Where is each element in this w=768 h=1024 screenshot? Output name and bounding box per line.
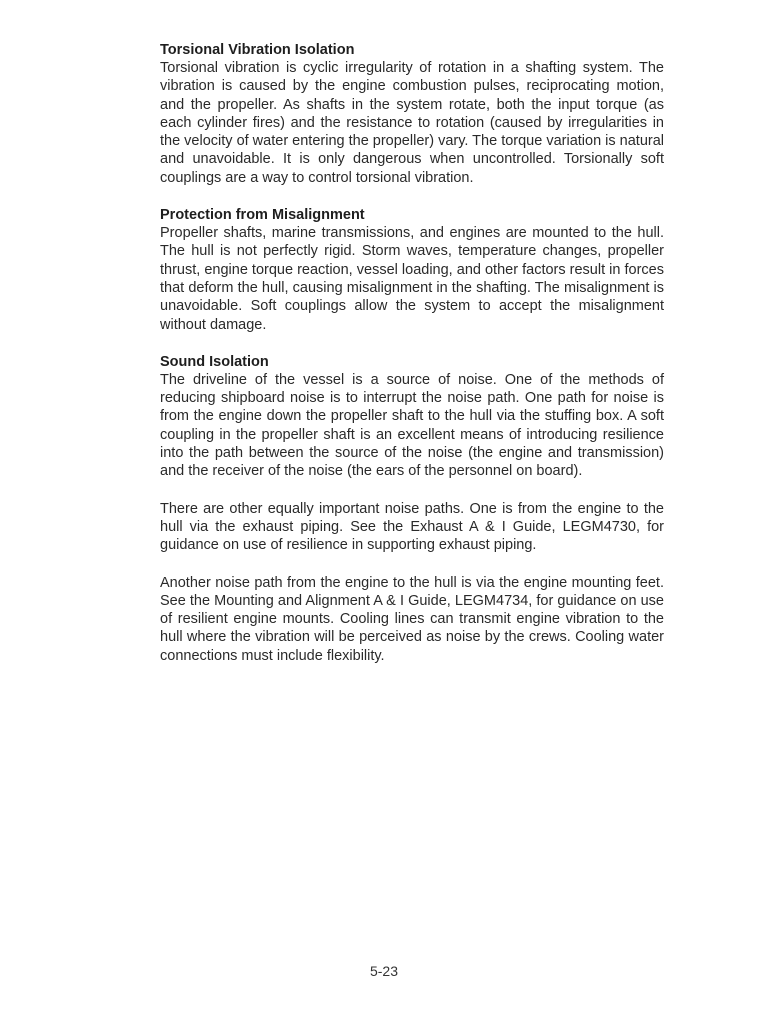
body-paragraph: Another noise path from the engine to the hull is via the engine mounting feet. See the Mounting and Alignment A & I Guide, LEGM4734, for guidance on use of resilient engine mounts. Cooling lines can transmit engine vibration to the hull where the vibration will be perceived as noise by the crews. Cooling water connections must include flexibility. [160, 574, 664, 664]
page-number: 5-23 [369, 963, 399, 979]
section-sound-isolation [160, 353, 664, 481]
document-page [160, 41, 664, 684]
section-body: Torsional vibration is cyclic irregularity of rotation in a shafting system. The vibration is caused by the engine combustion pulses, reciprocating motion, and the propeller. As shafts in the system rotate, both the input torque (as each cylinder fires) and the resistance to rotation (caused by irregularities in the velocity of water entering the propeller) vary. The torque variation is natural and unavoidable. It is only dangerous when uncontrolled. Torsionally soft couplings are a way to control torsional vibration. [160, 60, 665, 186]
section-body: Propeller shafts, marine transmissions, and engines are mounted to the hull. The hull is not perfectly rigid. Storm waves, temperature changes, propeller thrust, engine torque reaction, vessel loading, and other factors result in forces that deform the hull, causing misalignment in the shafting. The misalignment is unavoidable. Soft couplings allow the system to accept the misalignment without damage. [160, 225, 664, 333]
section-heading: Torsional Vibration Isolation [160, 42, 355, 58]
section-heading: Sound Isolation [160, 353, 269, 370]
paragraph-exhaust-noise [160, 500, 664, 555]
section-body: The driveline of the vessel is a source of noise. One of the methods of reducing shipboard noise is to interrupt the noise path. One path for noise is from the engine down the propeller shaft to the hull via the stuffing box. A soft coupling in the propeller shaft is an excellent means of introducing resilience into the path between the source of the noise (the engine and transmission) and the receiver of the noise (the ears of the personnel on board). [160, 371, 664, 480]
body-paragraph: There are other equally important noise paths. One is from the engine to the hull via the exhaust piping. See the Exhaust A & I Guide, LEGM4730, for guidance on use of resilience in supporting exhaust piping. [160, 500, 664, 554]
section-torsional-vibration [160, 41, 664, 187]
section-misalignment [160, 206, 664, 334]
paragraph-mounting-noise [160, 574, 664, 665]
section-heading: Protection from Misalignment [160, 207, 365, 224]
